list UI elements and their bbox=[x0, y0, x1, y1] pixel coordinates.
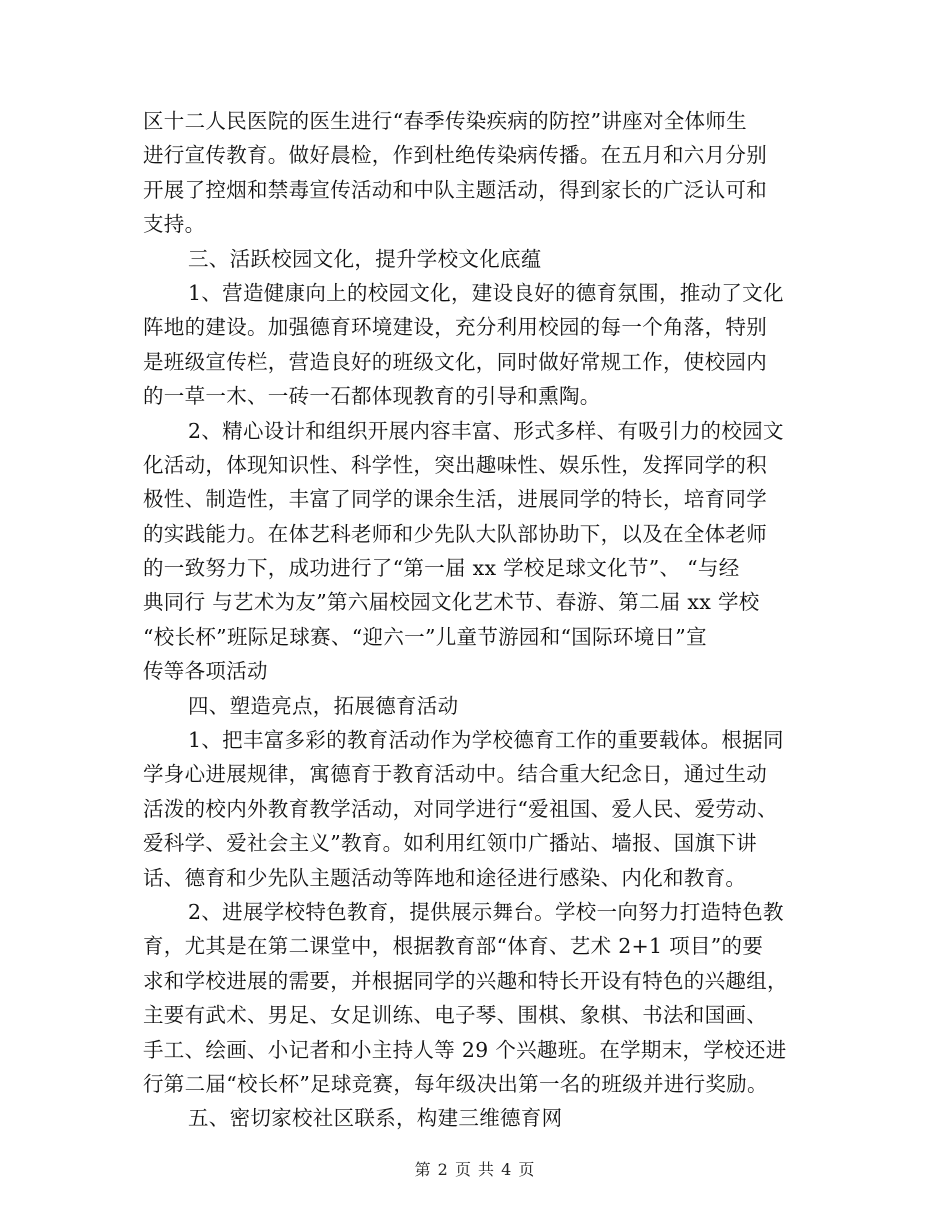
text-line: 阵地的建设。加强德育环境建设，充分利用校园的每一个角落，特别 bbox=[143, 315, 767, 340]
text-line: 的实践能力。在体艺科老师和少先队大队部协助下，以及在全体老师 bbox=[143, 521, 767, 546]
text-line: 传等各项活动 bbox=[143, 659, 268, 684]
text-line: 极性、制造性，丰富了同学的课余生活，进展同学的特长，培育同学 bbox=[143, 487, 767, 512]
text-line: 的一草一木、一砖一石都体现教育的引导和熏陶。 bbox=[143, 384, 601, 409]
text-line: 2、精心设计和组织开展内容丰富、形式多样、有吸引力的校园文 bbox=[188, 418, 784, 443]
text-line: 主要有武术、男足、女足训练、电子琴、围棋、象棋、书法和国画、 bbox=[143, 1003, 767, 1028]
text-line: 1、营造健康向上的校园文化，建设良好的德育氛围，推动了文化 bbox=[188, 280, 784, 305]
text-line: “校长杯”班际足球赛、“迎六一”儿童节游园和“国际环境日”宣 bbox=[143, 624, 707, 649]
text-line: 1、把丰富多彩的教育活动作为学校德育工作的重要载体。根据同 bbox=[188, 728, 784, 753]
text-line: 区十二人民医院的医生进行“春季传染疾病的防控”讲座对全体师生 bbox=[143, 109, 747, 133]
page-number-footer: 第 2 页 共 4 页 bbox=[414, 1160, 536, 1179]
text-line: 求和学校进展的需要，并根据同学的兴趣和特长开设有特色的兴趣组， bbox=[143, 968, 788, 993]
text-line: 三、活跃校园文化，提升学校文化底蕴 bbox=[188, 246, 542, 271]
text-line: 手工、绘画、小记者和小主持人等 29 个兴趣班。在学期末，学校还进 bbox=[143, 1037, 787, 1062]
text-line: 五、密切家校社区联系，构建三维德育网 bbox=[188, 1106, 563, 1131]
text-line: 学身心进展规律，寓德育于教育活动中。结合重大纪念日，通过生动 bbox=[143, 762, 767, 787]
text-line: 行第二届“校长杯”足球竞赛，每年级决出第一名的班级并进行奖励。 bbox=[143, 1071, 768, 1096]
text-line: 典同行 与艺术为友”第六届校园文化艺术节、春游、第二届 xx 学校 bbox=[143, 590, 760, 615]
text-line: 是班级宣传栏，营造良好的班级文化，同时做好常规工作，使校园内 bbox=[143, 349, 767, 374]
text-line: 开展了控烟和禁毒宣传活动和中队主题活动，得到家长的广泛认可和 bbox=[143, 177, 767, 202]
text-line: 爱科学、爱社会主义”教育。如利用红领巾广播站、墙报、国旗下讲 bbox=[143, 831, 757, 856]
text-line: 育，尤其是在第二课堂中，根据教育部“体育、艺术 2+1 项目”的要 bbox=[143, 934, 764, 959]
text-line: 的一致努力下，成功进行了“第一届 xx 学校足球文化节”、 “与经 bbox=[143, 556, 740, 581]
text-line: 进行宣传教育。做好晨检，作到杜绝传染病传播。在五月和六月分别 bbox=[143, 143, 767, 168]
text-line: 四、塑造亮点，拓展德育活动 bbox=[188, 693, 459, 718]
text-line: 化活动，体现知识性、科学性，突出趣味性、娱乐性，发挥同学的积 bbox=[143, 452, 767, 477]
text-line: 活泼的校内外教育教学活动，对同学进行“爱祖国、爱人民、爱劳动、 bbox=[143, 796, 778, 821]
text-line: 支持。 bbox=[143, 212, 206, 237]
text-line: 话、德育和少先队主题活动等阵地和途径进行感染、内化和教育。 bbox=[143, 865, 747, 890]
document-body bbox=[143, 104, 811, 1136]
text-line: 2、进展学校特色教育，提供展示舞台。学校一向努力打造特色教 bbox=[188, 899, 784, 924]
